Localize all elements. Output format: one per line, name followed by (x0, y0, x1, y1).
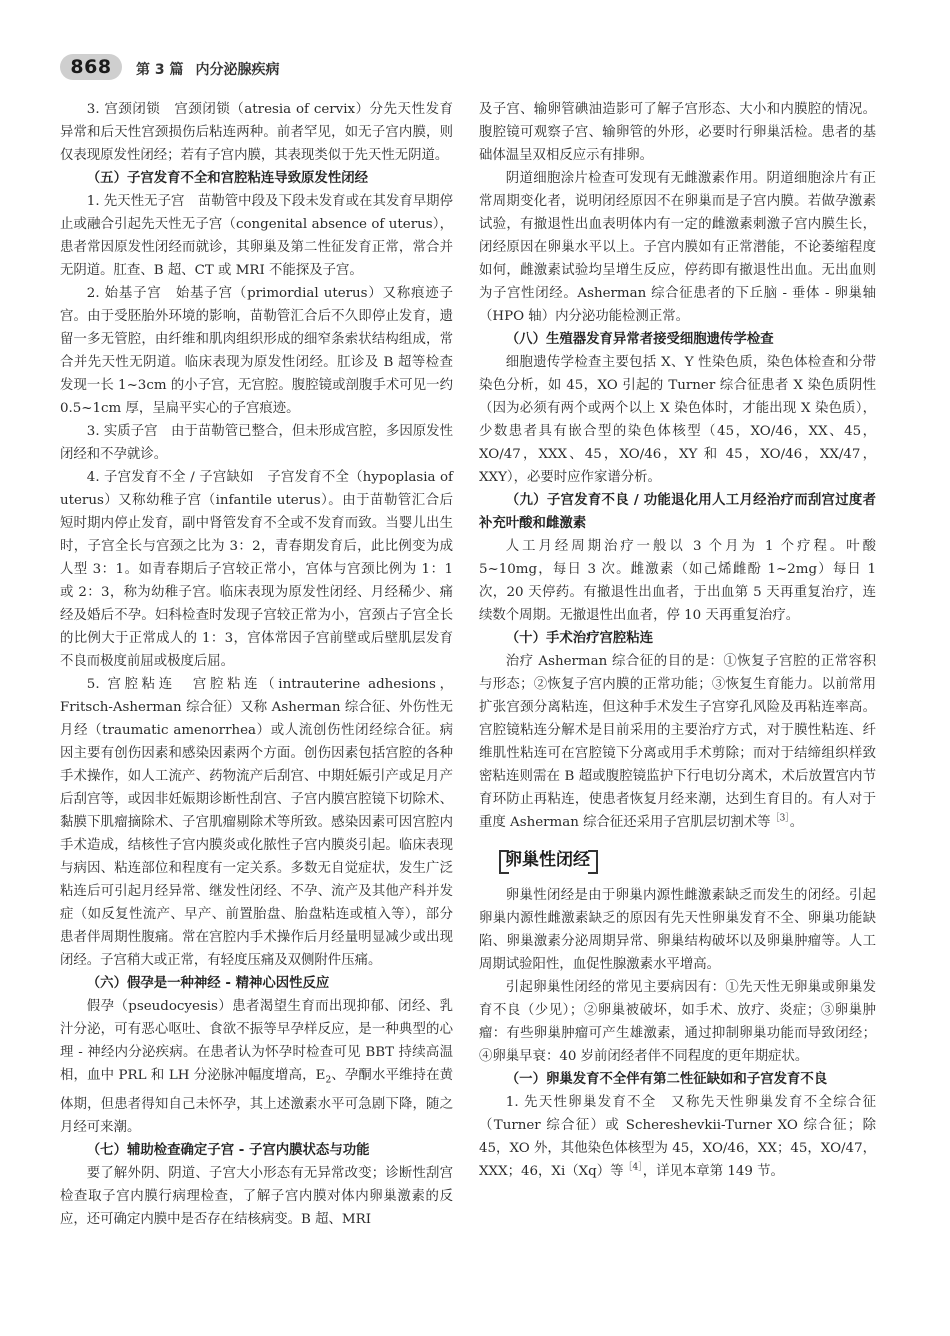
paragraph: 5. 宫腔粘连 宫腔粘连（intrauterine adhesions，Fritsch-Asherman 综合征）又称 Asherman 综合征、外伤性无月经（traumatic amenorrhea）或人流创伤性闭经综合征。病因主要有创伤因素和感染因素两个方面。创伤因素包括宫腔的各种手术操作，如人工流产、药物流产后刮宫、中期妊娠引产或足月产后刮宫等，或因非妊娠期诊断性刮宫、子宫内膜宫腔镜下切除术、黏膜下肌瘤摘除术、子宫肌瘤剔除术等所致。感染因素可因宫腔内手术造成，结核性子宫内膜炎或化脓性子宫内膜炎引起。临床表现与病因、粘连部位和程度有一定关系。多数无自觉症状，发生广泛粘连后可引起月经异常、继发性闭经、不孕、流产及其他产科并发症（如反复性流产、早产、前置胎盘、胎盘粘连或植入等），部分患者伴周期性腹痛。常在宫腔内手术操作后月经量明显减少或出现闭经。子宫稍大或正常，有轻度压痛及双侧附件压痛。 (60, 677, 453, 968)
right-column (479, 98, 876, 1183)
text-run: 。 (789, 815, 804, 830)
subheading: （七）辅助检查确定子宫 - 子宫内膜状态与功能 (86, 1142, 370, 1158)
paragraph: 2. 始基子宫 始基子宫（primordial uterus）又称痕迹子宫。由于受胚胎外环境的影响，苗勒管汇合后不久即停止发育，遗留一多无管腔，由纤维和肌肉组织形成的细窄条索状结构组成，常合并先天性无阴道。临床表现为原发性闭经。肛诊及 B 超等检查发现一长 1~3cm 的小子宫，无宫腔。腹腔镜或剖腹手术可见一约 0.5~1cm 厚，呈扁平实心的子宫痕迹。 (60, 286, 453, 416)
subheading: （一）卵巢发育不全伴有第二性征缺如和子宫发育不良 (505, 1072, 828, 1087)
text-run: ，详见本章第 149 节。 (642, 1164, 784, 1179)
text-run: 1. 先天性卵巢发育不全 又称先天性卵巢发育不全综合征（Turner 综合征）或 Schereshevkii-Turner XO 综合征；除 45，XO 外，其他染色体核型为 45，XO/46，XX；45，XO/47，XXX；46，Xi（Xq）等 (479, 1095, 876, 1179)
paragraph (60, 995, 453, 1139)
section-title-wrap (479, 834, 876, 884)
citation: ［3］ (770, 813, 790, 824)
left-column (60, 98, 453, 1231)
section-label: 内分泌腺疾病 (195, 62, 280, 78)
subheading: （九）子宫发育不良 / 功能退化用人工月经治疗而刮宫过度者补充叶酸和雌激素 (479, 493, 876, 531)
subheading: （十）手术治疗宫腔粘连 (505, 631, 654, 646)
page-number-badge: 868 (60, 54, 122, 80)
running-head (136, 59, 280, 79)
paragraph: 引起卵巢性闭经的常见主要病因有：①先天性无卵巢或卵巢发育不良（少见）；②卵巢被破坏，如手术、放疗、炎症；③卵巢肿瘤：有些卵巢肿瘤可产生雄激素，通过抑制卵巢功能而导致闭经；④卵巢早衰：40 岁前闭经者伴不同程度的更年期症状。 (479, 980, 876, 1064)
text-run: 、孕酮水平维持在黄体期，但患者得知自己未怀孕，其上述激素水平可急剧下降，随之月经可来潮。 (60, 1068, 453, 1135)
paragraph: 3. 实质子宫 由于苗勒管已整合，但未形成宫腔，多因原发性闭经和不孕就诊。 (60, 424, 453, 462)
subheading: （八）生殖器发育异常者接受细胞遗传学检查 (505, 332, 774, 347)
subscript: 2 (325, 1075, 332, 1086)
paragraph: 卵巢性闭经是由于卵巢内源性雌激素缺乏而发生的闭经。引起卵巢内源性雌激素缺乏的原因有先天性卵巢发育不全、卵巢功能缺陷、卵巢激素分泌周期异常、卵巢结构破坏以及卵巢肿瘤等。人工周期试验阳性，血促性腺激素水平增高。 (479, 888, 876, 972)
page-header (60, 52, 900, 82)
paragraph (479, 1091, 876, 1183)
paragraph: 3. 宫颈闭锁 宫颈闭锁（atresia of cervix）分先天性发育异常和后天性宫颈损伤后粘连两种。前者罕见，如无子宫内膜，则仅表现原发性闭经；若有子宫内膜，其表现类似于先天性无阴道。 (60, 102, 453, 163)
citation: ［4］ (623, 1162, 643, 1173)
text-run: 治疗 Asherman 综合征的目的是：①恢复子宫腔的正常容积与形态；②恢复子宫内膜的正常功能；③恢复生育能力。以前常用扩张宫颈分离粘连，但这种手术发生子宫穿孔风险及再粘连率高。宫腔镜粘连分解术是目前采用的主要治疗方式，对于膜性粘连、纤维肌性粘连可在宫腔镜下分离或用手术剪除；而对于结缔组织样致密粘连则需在 B 超或腹腔镜监护下行电切分离术，术后放置宫内节育环防止再粘连，使患者恢复月经来潮，达到生育目的。有人对于重度 Asherman 综合征还采用子宫肌层切割术等 (479, 654, 876, 830)
paragraph (479, 650, 876, 834)
paragraph: 1. 先天性无子宫 苗勒管中段及下段未发育或在其发育早期停止或融合引起先天性无子宫（congenital absence of uterus），患者常因原发性闭经而就诊，其卵巢及第二性征发育正常，常合并无阴道。肛查、B 超、CT 或 MRI 不能探及子宫。 (60, 194, 453, 278)
paragraph: 细胞遗传学检查主要包括 X、Y 性染色质，染色体检查和分带染色分析，如 45，XO 引起的 Turner 综合征患者 X 染色质阴性（因为必须有两个或两个以上 X 染色体时，才能出现 X 染色质），少数患者具有嵌合型的染色体核型（45，XO/46，XX、45，XO/47，XXX、45，XO/46，XY 和 45，XO/46，XX/47，XXY），必要时应作家谱分析。 (479, 355, 876, 485)
subheading: （五）子宫发育不全和宫腔粘连导致原发性闭经 (86, 171, 368, 186)
section-title: 卵巢性闭经 (501, 846, 596, 874)
paragraph: 阴道细胞涂片检查可发现有无雌激素作用。阴道细胞涂片有正常周期变化者，说明闭经原因不在卵巢而是子宫内膜。若做孕激素试验，有撤退性出血表明体内有一定的雌激素刺激子宫内膜生长，闭经原因在卵巢水平以上。子宫内膜如有正常潜能，不论萎缩程度如何，雌激素试验均呈增生反应，停药即有撤退性出血。无出血则为子宫性闭经。Asherman 综合征患者的下丘脑 - 垂体 - 卵巢轴（HPO 轴）内分泌功能检测正常。 (479, 171, 876, 324)
subheading: （六）假孕是一种神经 - 精神心因性反应 (86, 976, 330, 991)
part-label: 第 3 篇 (136, 62, 184, 78)
text-run: 假孕（pseudocyesis）患者渴望生育而出现抑郁、闭经、乳汁分泌，可有恶心呕吐、食欲不振等早孕样反应，是一种典型的心理 - 神经内分泌疾病。在患者认为怀孕时检查可见 BBT 持续高温相，血中 PRL 和 LH 分泌脉冲幅度增高，E (60, 999, 453, 1083)
paragraph: 人工月经周期治疗一般以 3 个月为 1 个疗程。叶酸 5~10mg，每日 3 次。雌激素（如己烯雌酚 1~2mg）每日 1 次，20 天停药。有撤退性出血者，于出血第 5 天再重复治疗，连续数个周期。无撤退性出血者，停 10 天再重复治疗。 (479, 539, 876, 623)
paragraph: 4. 子宫发育不全 / 子宫缺如 子宫发育不全（hypoplasia of uterus）又称幼稚子宫（infantile uterus）。由于苗勒管汇合后短时期内停止发育，副中肾管发育不全或不发育而致。当婴儿出生时，子宫全长与宫颈之比为 3：2，青春期发育后，此比例变为成人型 3：1。如青春期后子宫较正常小，宫体与宫颈比例为 1：1 或 2：3，称为幼稚子宫。临床表现为原发性闭经、月经稀少、痛经及婚后不孕。妇科检查时发现子宫较正常为小，宫颈占子宫全长的比例大于正常成人的 1：3，宫体常因子宫前壁或后壁肌层发育不良而极度前屈或极度后屈。 (60, 470, 453, 669)
paragraph: 要了解外阴、阴道、子宫大小形态有无异常改变；诊断性刮宫检查取子宫内膜行病理检查，了解子宫内膜对体内卵巢激素的反应，还可确定内膜中是否存在结核病变。B 超、MRI (60, 1165, 453, 1227)
paragraph: 及子宫、输卵管碘油造影可了解子宫形态、大小和内膜腔的情况。腹腔镜可观察子宫、输卵管的外形，必要时行卵巢活检。患者的基础体温呈双相反应示有排卵。 (479, 102, 876, 163)
